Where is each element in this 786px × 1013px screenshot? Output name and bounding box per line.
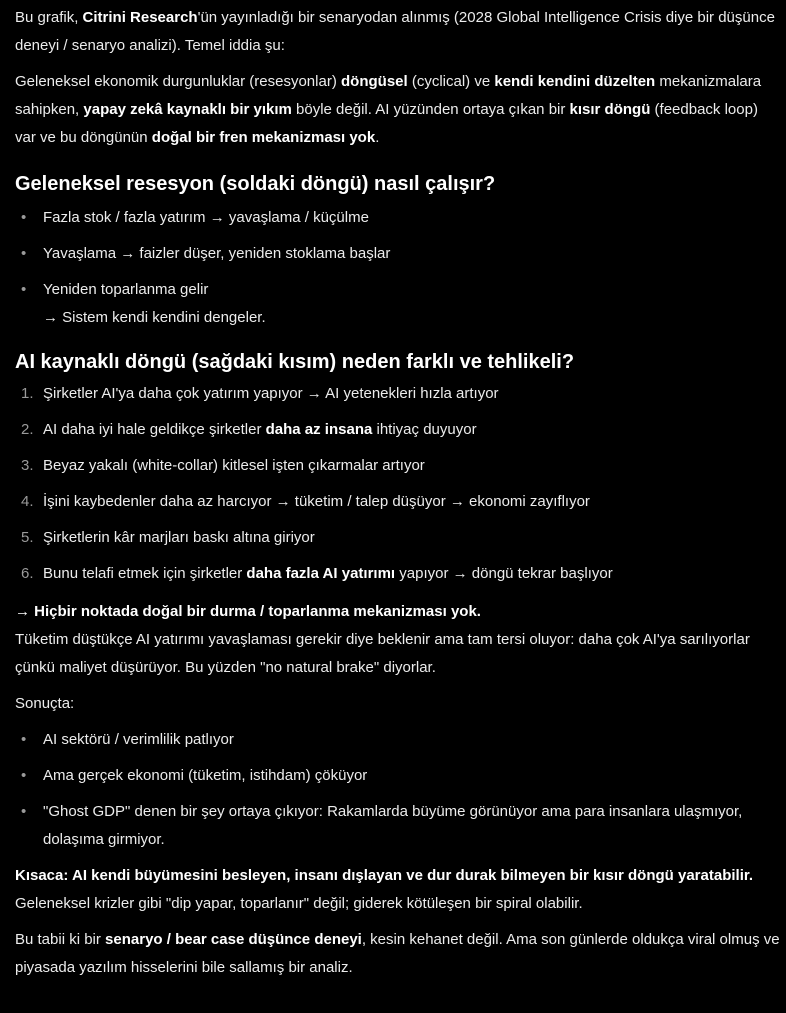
bold-text: doğal bir fren mekanizması yok — [151, 129, 376, 146]
sonucta-label: Sonuçta: — [15, 695, 75, 712]
bold-text: AI kendi büyümesini besleyen, insanı dışlayan ve dur durak bilmeyen bir kısır döngü yaratabilir. — [68, 867, 754, 884]
text: Geleneksel ekonomik durgunluklar (resesyonlar) — [15, 73, 341, 90]
text: (feedback loop) var ve bu döngünün — [15, 101, 758, 146]
intro-paragraph-2 — [15, 68, 780, 152]
text: Geleneksel krizler gibi "dip yapar, toparlanır" değil; giderek kötüleşen bir spiral olabilir. — [15, 895, 583, 912]
item-number: 1. — [21, 385, 34, 402]
list-item: • AI sektörü / verimlilik patlıyor — [15, 726, 780, 754]
numbered-item — [15, 560, 780, 588]
item-number: 3. — [21, 457, 34, 474]
list-item: • "Ghost GDP" denen bir şey ortaya çıkıyor: Rakamlarda büyüme görünüyor ama para insanlara ulaşmıyor, dolaşıma girmiyor. — [15, 798, 780, 854]
text: . — [375, 129, 380, 146]
bold-text: kendi kendini düzelten — [494, 73, 656, 90]
text: 'ün yayınladığı bir senaryodan alınmış (2028 Global Intelligence Crisis diye bir düşünce deneyi / senaryo analizi). Temel iddia şu: — [15, 9, 775, 54]
bold-text: Kısaca: — [15, 867, 69, 884]
list-item-line: → Sistem kendi kendini dengeler. — [43, 309, 266, 326]
section-heading-traditional-recession: Geleneksel resesyon (soldaki döngü) nasıl çalışır? — [15, 173, 496, 195]
item-number: 2. — [21, 421, 34, 438]
text: böyle değil. AI yüzünden ortaya çıkan bir — [291, 101, 570, 118]
conclusion-paragraph — [15, 598, 780, 682]
summary-paragraph — [15, 862, 780, 918]
numbered-item — [15, 380, 780, 408]
text: ihtiyaç duyuyor — [372, 421, 477, 438]
text: mekanizmalara sahipken, — [15, 73, 762, 118]
text: yapıyor → döngü tekrar başlıyor — [395, 565, 613, 582]
text: Şirketler AI'ya daha çok yatırım yapıyor → AI yetenekleri hızla artıyor — [43, 385, 499, 402]
section-heading-ai-loop: AI kaynaklı döngü (sağdaki kısım) neden farklı ve tehlikeli? — [15, 351, 575, 373]
item-number: 6. — [21, 565, 34, 582]
numbered-item — [15, 488, 780, 516]
intro-paragraph-1 — [15, 4, 780, 60]
bold-text: yapay zekâ kaynaklı bir yıkım — [83, 101, 292, 118]
text: AI daha iyi hale geldikçe şirketler — [43, 421, 266, 438]
text: Beyaz yakalı (white-collar) kitlesel işten çıkarmalar artıyor — [43, 457, 425, 474]
text: Bu grafik, — [15, 9, 83, 26]
list-item: • Yavaşlama → faizler düşer, yeniden stoklama başlar — [15, 240, 780, 268]
bold-text: senaryo / bear case düşünce deneyi — [105, 931, 362, 948]
bold-text: daha az insana — [265, 421, 373, 438]
bold-text: kısır döngü — [569, 101, 651, 118]
text: , kesin kehanet değil. Ama son günlerde oldukça viral olmuş ve piyasada yazılım hisselerini bile sallamış bir analiz. — [15, 931, 780, 976]
traditional-recession-list — [15, 204, 780, 332]
ai-loop-list — [15, 380, 780, 588]
text: İşini kaybedenler daha az harcıyor → tüketim / talep düşüyor → ekonomi zayıflıyor — [43, 493, 590, 510]
text: Bu tabii ki bir — [15, 931, 106, 948]
bold-text: döngüsel — [341, 73, 408, 90]
list-item: • Fazla stok / fazla yatırım → yavaşlama / küçülme — [15, 204, 780, 232]
item-number: 4. — [21, 493, 34, 510]
sonucta-list — [15, 726, 780, 854]
bold-text: → Hiçbir noktada doğal bir durma / toparlanma mekanizması yok. — [15, 603, 481, 620]
text: Şirketlerin kâr marjları baskı altına giriyor — [43, 529, 315, 546]
numbered-item — [15, 452, 780, 480]
text: (cyclical) ve — [407, 73, 495, 90]
bold-text: daha fazla AI yatırımı — [246, 565, 396, 582]
list-item-line: • Yeniden toparlanma gelir — [43, 281, 209, 298]
numbered-item — [15, 416, 780, 444]
text: Tüketim düştükçe AI yatırımı yavaşlaması gerekir diye beklenir ama tam tersi oluyor: daha çok AI'ya sarılıyorlar çünkü maliyet düşürüyor. Bu yüzden "no natural brake" diyorlar. — [15, 631, 750, 676]
list-item — [15, 276, 780, 332]
numbered-item — [15, 524, 780, 552]
list-item: • Ama gerçek ekonomi (tüketim, istihdam) çöküyor — [15, 762, 780, 790]
bold-text: Citrini Research — [82, 9, 198, 26]
text: Bunu telafi etmek için şirketler — [43, 565, 247, 582]
item-number: 5. — [21, 529, 34, 546]
final-paragraph — [15, 926, 780, 982]
